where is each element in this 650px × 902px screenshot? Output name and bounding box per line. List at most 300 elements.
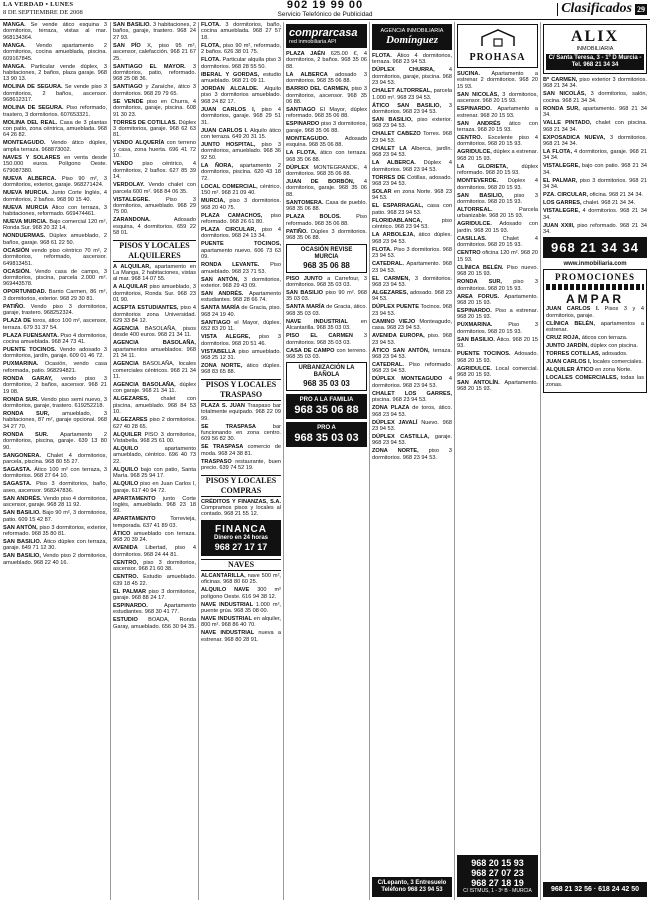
- ad-text: piso 3 dormitorios. 968 20 51 46.: [201, 334, 281, 347]
- ad-list: [113, 22, 196, 237]
- ad-text: 300 m² polígono Oeste. 616 94 38 12.: [201, 587, 281, 600]
- classified-ad: [201, 227, 281, 240]
- ad-text: ático con terraza. 968 35 06 88.: [286, 150, 367, 163]
- ad-text: Adosado esquina. 968 35 06 88.: [286, 135, 367, 149]
- ad-heading: EL CARMEN,: [372, 275, 415, 282]
- ad-text: Junto Corte Inglés, 4 dormitorios, 2 baños. 968 90 15 40.: [3, 190, 107, 203]
- classified-ad: [113, 161, 196, 180]
- finance-phone: 968 27 17 17: [214, 541, 268, 552]
- ad-text: 3 dormitorios. 968 23 94 53.: [372, 102, 452, 116]
- ad-heading: OCASIÓN.: [3, 268, 35, 275]
- ad-heading: PUENTE TOCINOS,: [201, 241, 281, 248]
- ad-text: Nuevo. 968 23 94 53.: [372, 419, 452, 432]
- classified-ad: [546, 335, 644, 341]
- ad-text: piso reformado. 968 26 61 80.: [201, 212, 281, 225]
- ad-heading: APARTAMENTO: [113, 516, 171, 523]
- ad-list: [201, 403, 281, 472]
- ad-text: piso 90 m², reformado, 2 baños. 626 38 01 75.: [201, 42, 281, 56]
- ad-text: 4 dormitorios, garaje. 968 21 34 34.: [543, 149, 647, 162]
- ad-text: apartamentos amueblados. 968 21 34 11.: [113, 346, 196, 360]
- classified-ad: [286, 348, 367, 361]
- ad-heading: CRÉDITOS Y FINANZAS, S.A.: [201, 498, 281, 505]
- ad-heading: SAN BASILIO: [286, 289, 326, 296]
- ad-text: toros, ático 100 m², ascensor, terraza. 679 31 37 54.: [3, 318, 107, 331]
- classified-ad: [201, 198, 281, 211]
- classified-ad: [201, 163, 281, 182]
- classified-ad: [546, 343, 644, 349]
- ad-heading: PISO JUNTO: [286, 275, 328, 282]
- ad-text: Piso reformado, trastero, 3 dormitorios. 607653321.: [3, 105, 107, 118]
- classified-ad: [286, 333, 367, 346]
- ad-heading: SAN ANTÓN,: [3, 524, 40, 531]
- agency-sub: AGENCIA INMOBILIARIA: [380, 28, 444, 34]
- ad-heading: PLAZA DE: [3, 318, 33, 325]
- ad-text: dúplex con garaje. 968 21 34 11.: [113, 382, 196, 395]
- ad-heading: AGRIDULCE.: [457, 365, 496, 372]
- masthead-right: [557, 1, 647, 17]
- ad-heading: VISTA ALEGRE,: [201, 334, 259, 341]
- classified-ad: [113, 446, 196, 465]
- classified-ad: [3, 269, 107, 288]
- ad-text: céntrico, 150 m². 968 21 09 40.: [201, 183, 281, 197]
- ampar-brand: AMPAR: [565, 292, 625, 307]
- classified-ad: [457, 106, 538, 119]
- ad-text: piso 90 m². 968 35 03 03.: [286, 289, 367, 303]
- classified-ad: [201, 444, 281, 457]
- classified-ad: [113, 340, 196, 359]
- ad-text: Piso nuevo. 968 20 15 93.: [457, 264, 538, 278]
- classified-ad: [286, 86, 367, 105]
- ad-heading: CASILLAS.: [457, 235, 503, 242]
- alix-web: www.inmobiliaria.com: [563, 261, 627, 268]
- classified-ad: [113, 64, 196, 83]
- classified-ad: [201, 262, 281, 275]
- ad-text: Pisos 3 y 4 dormitorios, garaje.: [546, 306, 644, 319]
- classified-ad: [3, 525, 107, 538]
- classified-ad: [457, 322, 538, 335]
- classified-ad: [113, 617, 196, 630]
- ad-text: Casa de pueblo. 968 35 06 88.: [286, 199, 367, 213]
- ad-text: Compramos pisos y locales al contado. 968 21 55 12.: [201, 505, 281, 518]
- classified-ad: [457, 164, 538, 177]
- classified-ad: [457, 71, 538, 90]
- classified-ad: [372, 203, 452, 216]
- ad-text: piso 3 dormitorios. 968 20 15 93.: [457, 279, 538, 292]
- classified-ad: [3, 318, 107, 331]
- ad-text: piso 2 dormitorios. 627 40 28 65.: [113, 417, 196, 430]
- ad-text: piso 3 dormitorios, ascensor. 968 21 60 38.: [113, 559, 196, 573]
- classified-ad: [457, 92, 538, 105]
- classified-ad: [3, 432, 107, 451]
- ad-heading: DÚPLEX CHURRA,: [372, 67, 449, 74]
- ad-heading: PUXMARINA.: [457, 322, 509, 329]
- ad-text: piso en Juan Carlos I, garaje. 617 40 94 72.: [113, 481, 196, 494]
- classified-ad: [3, 84, 107, 103]
- ad-heading: VENDO: [113, 161, 143, 168]
- classified-ad: [113, 481, 196, 494]
- ad-text: 4 dormitorios. 968 21 34 34.: [543, 208, 647, 221]
- ad-heading: SANGONERA.: [3, 452, 47, 459]
- ad-text: BASOLAÑA, pisos desde 400 euros. 968 21 34 11.: [113, 325, 196, 339]
- comprarcasa-logo: [286, 24, 367, 48]
- classified-ad: [457, 193, 538, 206]
- ad-text: nave 500 m², oficinas. 968 80 60 25.: [201, 572, 281, 586]
- ad-text: garaje. 968 23 94 53.: [372, 433, 452, 447]
- classified-ad: [113, 396, 196, 415]
- ad-text: adosados.: [601, 351, 628, 358]
- ad-heading: LOCALES COMERCIALES,: [546, 375, 621, 382]
- classified-ad: [457, 380, 538, 393]
- ad-heading: SAN ANTOLÍN.: [457, 379, 505, 386]
- ad-heading: ALGEZARES,: [372, 289, 410, 296]
- service-label: Servicio Telefónico de Publicidad: [277, 11, 373, 18]
- ad-text: Barrio Carmen, 86 m², 3 dormitorios, exterior. 968 29 30 81.: [3, 289, 107, 302]
- ad-heading: NAVES Y SOLARES: [3, 154, 65, 161]
- classified-ad: [113, 197, 196, 216]
- ad-heading: PUXMARINA.: [3, 361, 45, 368]
- ad-text: Torrevieja, temporada. 637 41 89 03.: [113, 516, 196, 529]
- ad-text: piscina. 968 23 94 53.: [372, 397, 427, 404]
- ad-text: Ocasión, vendo casa reformada, patio. 968294821.: [3, 361, 107, 374]
- ad-heading: AGRIDULCE.: [457, 221, 500, 228]
- ad-heading: JUAN XXIII,: [543, 222, 578, 229]
- classified-ad: [372, 405, 452, 418]
- ad-text: Apartamento estudiantes. 968 28 66 74.: [201, 290, 281, 304]
- ad-text: Alquilo piso 3 dormitorios amueblado. 968 24 82 17.: [201, 86, 281, 105]
- ad-heading: MANGA.: [3, 42, 36, 49]
- ad-heading: JUAN DE BORBÓN,: [286, 179, 364, 186]
- ad-text: 3 dormitorios. 968 35 03 03.: [286, 333, 367, 346]
- ad-text: con terreno. 968 35 03 03.: [286, 347, 367, 360]
- ad-heading: RONDA LEVANTE.: [201, 262, 271, 269]
- ad-heading: ALQUILER: [113, 431, 145, 438]
- classified-ad: [113, 467, 196, 480]
- classified-ad: [457, 366, 538, 379]
- classified-ad: [286, 290, 367, 303]
- classified-ad: [113, 574, 196, 587]
- ad-text: Piso 3 dormitorios, amueblado. 968 29 75 00.: [113, 196, 196, 216]
- dominguez-logo: [372, 24, 452, 50]
- ad-heading: DÚPLEX JAVALÍ: [372, 419, 422, 426]
- ad-heading: ALQUILO: [113, 466, 141, 473]
- classified-ad: [543, 208, 647, 221]
- ad-text: restaurante, buen precio. 639 74 52 19.: [201, 458, 281, 472]
- classified-ad: [3, 397, 107, 410]
- ad-heading: SAN BASILIO.: [457, 336, 497, 343]
- agency-name: Domínguez: [386, 34, 438, 46]
- ad-heading: BARRIO DEL CARMEN,: [286, 86, 352, 93]
- ad-text: todas las zonas.: [546, 375, 644, 388]
- ad-heading: NUEVA MURCIA.: [3, 190, 52, 197]
- ad-text: Vendo casa de campo, 3 dormitorios, piscina, parcela 2.000 m². 969443578.: [3, 268, 107, 288]
- column-5: [372, 22, 452, 900]
- ad-text: Apartamento 2 dormitorios, piscina, garaje. 639 13 80 90.: [3, 431, 107, 451]
- ad-heading: SAN PÍO: [113, 42, 148, 49]
- ad-text: Casa de 3 plantas con patio, zona céntrica, amueblada. 968 64 26 82.: [3, 119, 107, 139]
- agency-footer: [372, 877, 452, 897]
- ad-heading: AVENIDA EUROPA,: [372, 333, 428, 340]
- classified-ad: [457, 207, 538, 220]
- ad-text: a Carrefour, 3 dormitorios. 968 35 03 03.: [286, 275, 367, 288]
- ad-text: Apartamento. 968 20 15 93.: [457, 293, 538, 306]
- classified-ad: [372, 67, 452, 86]
- ad-text: piso 3 dormitorios. 968 21 34 34.: [543, 177, 647, 191]
- ampar-footer: [543, 882, 647, 897]
- alix-address: C/ Santa Teresa, 3 - 1º D Murcia - Tel. 968 21 34 34: [546, 54, 644, 70]
- classified-ad: [372, 261, 452, 274]
- ad-heading: ALQUILER ÁTICO: [546, 367, 596, 374]
- ad-text: Alberca, jardín. 968 23 94 53.: [372, 145, 452, 159]
- classified-ad: [543, 223, 647, 236]
- ad-heading: ZONA PLAZA: [372, 405, 413, 412]
- column-6: [457, 22, 538, 900]
- ad-heading: NAVE INDUSTRIAL: [201, 630, 259, 637]
- ad-text: Piso reformado. 968 23 94 53.: [372, 361, 452, 375]
- classified-ad: [113, 432, 196, 445]
- classified-ad: [201, 602, 281, 615]
- ad-text: Dúplex amueblado, 2 baños, garaje. 968 61 22 50.: [3, 233, 107, 246]
- classified-ad: [286, 179, 367, 198]
- ad-text: Estudio amueblado. 639 18 45 22.: [113, 574, 196, 587]
- classified-ad: [113, 84, 196, 97]
- classified-ad: [201, 320, 281, 333]
- ad-heading: ESPINARDO: [286, 121, 321, 128]
- ad-text: piso amueblado, 3 dormitorios, Ronda Sur. 968 23 01 90.: [113, 284, 196, 304]
- ad-heading: VISTALEGRE,: [543, 163, 582, 170]
- ad-text: Apartamento. 968 23 94 53.: [372, 261, 452, 274]
- ad-heading: CHALET LA: [372, 145, 412, 152]
- classified-ad: [201, 630, 281, 643]
- ampar-box: [543, 269, 647, 392]
- ad-heading: SANTIAGO: [286, 107, 320, 114]
- ad-text: Vendo chalet con parcela 600 m². 968 84 06 35.: [113, 182, 196, 195]
- column-2: [113, 22, 196, 900]
- promo-box: [286, 362, 367, 391]
- ad-heading: AREA FORUS.: [457, 293, 505, 300]
- ad-text: Dúplex 4 dormitorios. 968 20 15 93.: [457, 178, 538, 191]
- ad-heading: ESPINARDO.: [113, 602, 164, 609]
- classified-ad: [457, 221, 538, 234]
- classified-ad: [372, 88, 452, 101]
- promo-phone: 968 35 06 88: [303, 260, 350, 270]
- ad-heading: PLAZA FUENSANTA.: [3, 332, 61, 339]
- ad-heading: SANTA MARÍA: [286, 304, 327, 311]
- ad-text: Excelente piso 4 dormitorios. 968 20 15 93.: [457, 135, 538, 148]
- ad-text: Ático con terraza, 3 habitaciones, reformado. 669474461.: [3, 204, 107, 217]
- ad-heading: SANTOMERA.: [286, 199, 326, 206]
- classified-ad: [3, 453, 107, 466]
- ad-heading: EL ESPARRAGAL,: [372, 203, 428, 210]
- classified-ad: [546, 359, 644, 365]
- ad-text: Chalet 4 dormitorios. 968 20 15 93.: [457, 235, 538, 249]
- classified-ad: [113, 264, 196, 283]
- ad-text: adosado 3 dormitorios. 968 35 06 88.: [286, 71, 367, 85]
- ad-heading: MANGA.: [3, 63, 32, 70]
- masthead-center: [240, 0, 410, 19]
- ad-heading: PLAZA S. JUAN: [201, 402, 248, 409]
- column-rule: [283, 22, 284, 900]
- finance-title: FINANCA: [215, 523, 267, 535]
- ad-heading: CASA DE CAMPO: [286, 347, 337, 354]
- classified-ad: [113, 326, 196, 339]
- ad-heading: SANTA MARÍA: [201, 305, 242, 312]
- ad-list: [543, 77, 647, 235]
- ad-text: Bajo 90 m², 3 dormitorios, patio. 609 15 42 87.: [3, 510, 107, 523]
- ad-text: de toros, ático. 968 23 94 53.: [372, 405, 452, 418]
- ad-heading: SAN BASILIO,: [457, 192, 515, 199]
- ad-text: Piso 3 dormitorios. 968 20 15 93.: [457, 322, 538, 335]
- column-3: [201, 22, 281, 900]
- classified-ad: [113, 120, 196, 139]
- column-rule: [110, 22, 111, 900]
- ad-text: vendo piso céntrico 70 m², 2 dormitorios, reformado, ascensor. 649813451.: [3, 247, 107, 267]
- ad-list: [546, 306, 644, 388]
- classified-ad: [201, 459, 281, 472]
- classified-ad: [372, 362, 452, 375]
- classified-ad: [546, 375, 644, 388]
- ad-text: chalet con piscina. 968 21 34 34.: [543, 120, 647, 133]
- ad-heading: FLOTA,: [201, 42, 223, 49]
- ampar-title: PROMOCIONES: [554, 272, 635, 283]
- ad-heading: OPORTUNIDAD.: [3, 289, 49, 296]
- ad-text: Libertad, piso 4 dormitorios. 968 24 44 81.: [113, 545, 196, 558]
- classified-ad: [3, 333, 107, 346]
- ad-text: Dúplex 4 dormitorios. 968 23 94 53.: [372, 160, 452, 173]
- ad-heading: VERDOLAY.: [113, 182, 149, 189]
- ad-heading: DÚPLEX CASTILLA,: [372, 433, 435, 440]
- ad-heading: LA ÑORA,: [201, 162, 240, 169]
- classified-ad: [201, 213, 281, 226]
- ad-heading: ACEPTA ESTUDIANTES,: [113, 305, 181, 312]
- ad-text: Chalet 4 dormitorios, parcela, piscina. 968 80 55 27.: [3, 452, 107, 466]
- ad-heading: LA ARBOLEJA,: [372, 232, 419, 239]
- ad-text: bar funcionando en zona centro. 609 56 82 30.: [201, 423, 281, 443]
- classified-ad: [457, 351, 538, 364]
- ad-heading: SE VENDE: [113, 98, 147, 105]
- ad-heading: SE TRASPASA: [201, 444, 248, 451]
- ad-text: áticos con terraza.: [581, 335, 628, 342]
- classified-ad: [457, 236, 538, 249]
- classified-ad: [113, 589, 196, 602]
- ad-heading: SAN ANDRÉS: [457, 120, 509, 127]
- ad-heading: JUNTO JARDÍN,: [546, 343, 591, 350]
- ad-text: X, piso 95 m², ascensor, calefacción. 968 21 67 25.: [113, 42, 196, 62]
- ad-heading: DÚPLEX: [286, 164, 314, 171]
- ad-text: Vendo adosado 3 dormitorios, jardín, garaje. 609 01 46 72.: [3, 346, 107, 360]
- ad-heading: TORRES COTILLAS,: [546, 351, 602, 358]
- ad-heading: ALGEZARES,: [113, 396, 161, 403]
- ad-text: piso 3 dormitorios, ascensor. 968 35 06 88.: [286, 86, 367, 106]
- classified-ad: [201, 587, 281, 600]
- ad-heading: TORRES DE: [372, 174, 408, 181]
- ad-list: [113, 264, 196, 631]
- classified-ad: [201, 57, 281, 70]
- ad-text: adosado. 968 23 94 53.: [372, 289, 452, 303]
- classified-ad: [113, 531, 196, 544]
- ad-text: estudio amueblado. 968 21 09 11.: [201, 71, 281, 85]
- ad-heading: CLÍNICA BELÉN,: [546, 320, 601, 327]
- ad-text: apartamento. 968 21 34 34.: [543, 105, 647, 119]
- classified-ad: [543, 106, 647, 119]
- classified-ad: [113, 560, 196, 573]
- ad-heading: CAMINO VIEJO: [372, 318, 420, 325]
- classified-ad: [3, 22, 107, 41]
- ad-text: bajo con patio. 968 21 34 34.: [543, 163, 647, 176]
- ad-heading: RONDA SUR,: [457, 279, 514, 286]
- service-phone: 902 19 99 00: [286, 0, 364, 11]
- classified-ad: [201, 22, 281, 41]
- masthead-left: [3, 1, 83, 16]
- ad-text: Vendo piso 3 dormitorios, garaje, trastero. 968252324.: [3, 303, 107, 317]
- ad-text: Piso 3 dormitorios, baño, aseo, ascensor. 968247836.: [3, 481, 107, 494]
- ad-text: Ático 4 dormitorios, terraza. 968 23 94 53.: [372, 53, 452, 66]
- ad-heading: JUAN CARLOS I.: [546, 306, 605, 313]
- pro-phone: 968 35 06 88: [294, 404, 359, 417]
- classified-ad: [286, 229, 367, 242]
- classified-ad: [113, 545, 196, 558]
- ad-list: [201, 22, 281, 376]
- classified-ad: [113, 305, 196, 324]
- ad-text: en Alcantarilla. 968 35 03 03.: [286, 318, 367, 332]
- ad-heading: AVENIDA: [113, 545, 146, 552]
- ad-text: Vendo ático dúplex, amplia terraza. 968873002.: [3, 140, 107, 153]
- ad-text: piso 4 dormitorios zona Universidad. 629 33 84 12.: [113, 305, 196, 324]
- ad-text: piso 4 dormitorios, garaje. 968 29 51 31.: [201, 106, 281, 126]
- section-header: PISOS Y LOCALES COMPRAS: [201, 475, 281, 497]
- ad-text: nueva a estrenar. 968 80 28 91.: [201, 630, 281, 643]
- classified-ad: [372, 290, 452, 303]
- column-rule: [540, 22, 541, 900]
- ad-heading: CATEDRAL.: [372, 261, 407, 268]
- ad-text: Piso 4 dormitorios, cocina amueblada. 968 24 73 41.: [3, 332, 107, 345]
- classified-ad: [3, 43, 107, 62]
- ad-text: BOADA, Ronda Garay, amueblado. 656 30 94 35.: [113, 617, 196, 630]
- classified-ad: [372, 53, 452, 66]
- brand-name: PROHASA: [469, 52, 526, 63]
- ad-text: 3 dormitorios, salón, cocina. 968 21 34 34.: [543, 91, 647, 104]
- ad-text: Bajo comercial 120 m², Ronda Sur. 968 20 32 14.: [3, 218, 107, 232]
- ad-text: Local comercial. 968 20 15 93.: [457, 365, 538, 378]
- ad-text: dúplex a estrenar. 968 20 15 93.: [457, 149, 538, 162]
- classified-ad: [543, 77, 647, 90]
- ad-heading: Bº CARMEN,: [543, 77, 580, 83]
- ad-heading: FLOTA.: [372, 246, 394, 253]
- column-1: [3, 22, 107, 900]
- classified-ad: [113, 182, 196, 195]
- ad-heading: TORRES DE COTILLAS.: [113, 119, 179, 126]
- phone-3: 968 27 18 19: [471, 878, 524, 888]
- classified-ad: [372, 189, 452, 202]
- ad-heading: PATIÑO.: [3, 303, 31, 310]
- promo-phone: 968 35 03 03: [303, 379, 350, 389]
- ad-heading: ZONA NORTE,: [201, 362, 247, 369]
- promo-box: [286, 244, 367, 273]
- ad-text: 3 dormitorios. 968 23 94 53.: [372, 275, 452, 288]
- paper-name: LA VERDAD • LUNES: [3, 1, 74, 8]
- ad-heading: ALQUILO: [113, 481, 141, 488]
- ad-heading: SAN ANDRÉS.: [201, 290, 249, 297]
- ad-heading: LA FLOTA,: [543, 149, 575, 156]
- ad-text: ático dúplex. 968 83 65 88.: [201, 362, 281, 376]
- ad-text: piso en Churra, 4 dormitorios, garaje, piscina. 608 91 30 23.: [113, 98, 196, 118]
- ad-text: en alquiler, 800 m². 968 86 40 70.: [201, 616, 281, 629]
- column-rule: [369, 22, 370, 900]
- ad-heading: AGRIDULCE,: [457, 149, 494, 156]
- agency-address: C/Lepanto, 3 Entresuelo Teléfono 968 23 94 53: [377, 880, 447, 893]
- ad-text: apartamentos a estrenar.: [546, 320, 644, 334]
- classified-ad: [113, 516, 196, 529]
- ad-text: en zona Norte. 968 23 94 53.: [372, 189, 452, 202]
